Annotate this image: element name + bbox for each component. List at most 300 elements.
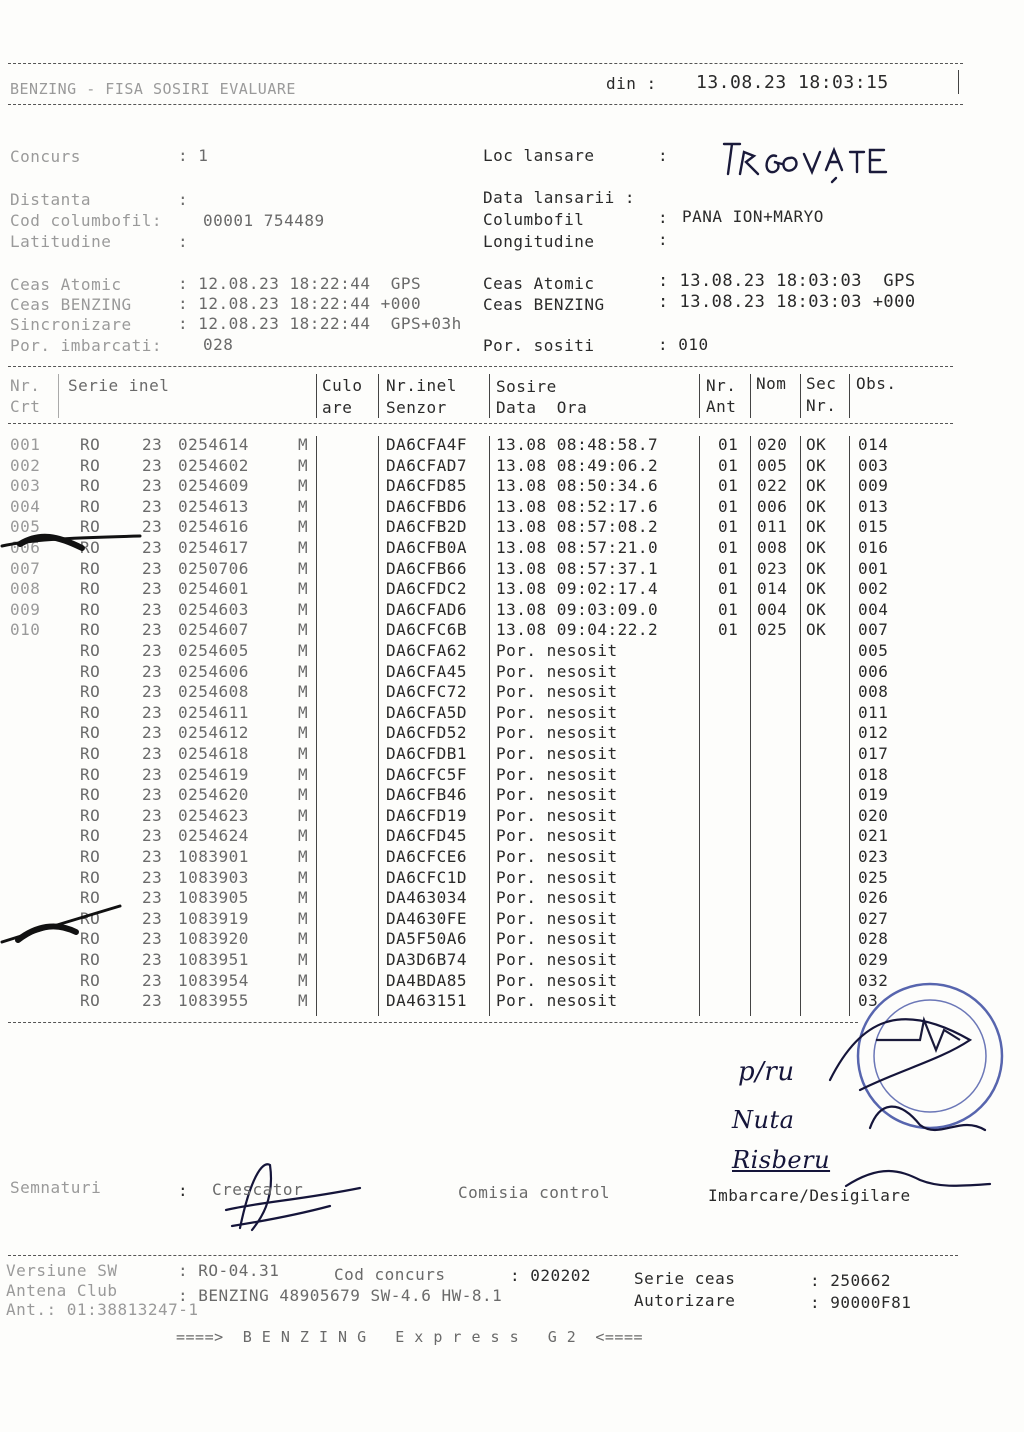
cell-senzor: DA6CFA45 [386, 661, 468, 681]
ceas-atomic-value: : 12.08.23 18:22:44 GPS [178, 274, 422, 293]
cell-inel: 0254620 [178, 785, 249, 805]
antena-club-label: Antena Club [6, 1281, 118, 1300]
cell-tara: RO [80, 970, 101, 990]
cell-inel: 1083901 [178, 847, 249, 866]
cell-sosire: Por. nesosit [496, 991, 618, 1011]
cell-sosire: Por. nesosit [496, 929, 618, 949]
cell-inel: 0254618 [178, 744, 249, 763]
cell-obs: 016 [858, 538, 889, 557]
autorizare-value: : 90000F81 [810, 1293, 912, 1312]
cell-an: 23 [142, 517, 163, 537]
cell-ant: 01 [718, 496, 739, 516]
cell-sosire: 13.08 09:03:09.0 [496, 599, 659, 619]
cell-ant: 01 [718, 579, 739, 599]
cell-obs: 023 [858, 847, 889, 866]
cell-senzor: DA6CFAD7 [386, 455, 468, 475]
cell-obs: 014 [858, 435, 889, 454]
cell-tara: RO [80, 517, 101, 537]
cell-tara: RO [80, 538, 101, 557]
cell-an: 23 [142, 970, 163, 990]
cell-inel: 0254623 [178, 805, 249, 825]
concurs-value: : 1 [178, 146, 209, 165]
r-ceas-benzing-value: : 13.08.23 18:03:03 +000 [658, 292, 916, 312]
cell-an: 23 [142, 455, 163, 475]
por-imbarcati-value: 028 [203, 335, 234, 354]
data-lansarii-label: Data lansarii : [483, 188, 635, 207]
cell-nom: 011 [757, 517, 788, 537]
cell-senzor: DA4630FE [386, 908, 468, 928]
comisia-control-label: Comisia control [458, 1183, 610, 1202]
cell-sosire: Por. nesosit [496, 826, 618, 846]
cell-inel: 0254612 [178, 723, 249, 743]
pen-mark-1 [2, 536, 140, 548]
col-header-serie-inel: Serie inel [68, 376, 170, 395]
handwritten-nuta: Nuta [732, 1106, 795, 1134]
r-ceas-atomic-value: : 13.08.23 18:03:03 GPS [658, 271, 916, 291]
sincronizare-value: : 12.08.23 18:22:44 GPS+03h [178, 314, 462, 333]
cell-an: 23 [142, 888, 163, 908]
cell-senzor: DA6CFB66 [386, 558, 468, 578]
cell-sosire: 13.08 08:57:21.0 [496, 538, 659, 557]
cell-tara: RO [80, 888, 101, 908]
col-header-nr-ant: Nr. [706, 376, 737, 395]
col-header-nr: Nr. [10, 376, 41, 395]
cell-sosire: 13.08 08:48:58.7 [496, 435, 659, 454]
cell-inel: 0254608 [178, 682, 249, 702]
cell-sosire: Por. nesosit [496, 867, 618, 887]
cell-obs: 007 [858, 620, 889, 640]
report-title: BENZING - FISA SOSIRI EVALUARE [10, 80, 296, 98]
cell-senzor: DA6CFBD6 [386, 496, 468, 516]
cell-obs: 017 [858, 744, 889, 763]
cell-an: 23 [142, 435, 163, 454]
cell-obs: 029 [858, 950, 889, 969]
cell-inel: 0254607 [178, 620, 249, 640]
cell-obs: 027 [858, 908, 889, 928]
cell-inel: 0254614 [178, 435, 249, 454]
imbarcare-desigilare-label: Imbarcare/Desigilare [708, 1186, 911, 1205]
cell-an: 23 [142, 744, 163, 763]
cell-sex: M [298, 888, 309, 908]
cell-an: 23 [142, 702, 163, 722]
ceas-benzing-value: : 12.08.23 18:22:44 +000 [178, 294, 422, 313]
col-header-nom: Nom [756, 374, 787, 393]
cell-ant: 01 [718, 620, 739, 640]
cell-obs: 018 [858, 764, 889, 784]
autorizare-label: Autorizare [634, 1291, 736, 1310]
cell-inel: 0254619 [178, 764, 249, 784]
cell-sosire: Por. nesosit [496, 785, 618, 805]
report-datetime: 13.08.23 18:03:15 [696, 72, 889, 93]
cell-sosire: 13.08 08:52:17.6 [496, 496, 659, 516]
cell-inel: 0254605 [178, 641, 249, 660]
cell-sosire: Por. nesosit [496, 764, 618, 784]
cell-tara: RO [80, 764, 101, 784]
cell-sec: OK [806, 538, 827, 557]
cell-sex: M [298, 682, 309, 702]
cell-obs: 020 [858, 805, 889, 825]
cell-inel: 0254606 [178, 661, 249, 681]
cell-tara: RO [80, 805, 101, 825]
distanta-value: : [178, 190, 189, 209]
cell-tara: RO [80, 785, 101, 805]
cell-sec: OK [806, 620, 827, 640]
cell-tara: RO [80, 661, 101, 681]
cell-n: 008 [10, 579, 41, 599]
cell-senzor: DA6CFB2D [386, 517, 468, 537]
cell-sex: M [298, 805, 309, 825]
cell-an: 23 [142, 723, 163, 743]
cell-nom: 006 [757, 496, 788, 516]
cell-senzor: DA6CFB0A [386, 538, 468, 557]
cell-an: 23 [142, 867, 163, 887]
cell-sex: M [298, 744, 309, 763]
cell-an: 23 [142, 641, 163, 660]
cell-obs: 005 [858, 641, 889, 660]
official-stamp [858, 984, 1002, 1128]
ceas-atomic-label: Ceas Atomic [10, 275, 122, 294]
cell-sec: OK [806, 558, 827, 578]
semnaturi-colon: : [178, 1181, 189, 1200]
cell-ant: 01 [718, 435, 739, 454]
cell-an: 23 [142, 558, 163, 578]
cell-tara: RO [80, 867, 101, 887]
versiune-sw-value: : RO-04.31 [178, 1261, 280, 1280]
cell-inel: 1083954 [178, 970, 249, 990]
cell-tara: RO [80, 826, 101, 846]
cell-senzor: DA6CFA5D [386, 702, 468, 722]
loc-lansare-colon: : [658, 146, 669, 165]
cell-obs: 03 [858, 991, 879, 1011]
antena-club-value: : BENZING 48905679 SW-4.6 HW-8.1 [178, 1286, 503, 1305]
columbofil-value: PANA ION+MARYO [682, 207, 824, 226]
cell-sex: M [298, 641, 309, 660]
cell-sex: M [298, 929, 309, 949]
cell-sosire: Por. nesosit [496, 744, 618, 763]
cell-tara: RO [80, 744, 101, 763]
loc-lansare-label: Loc lansare [483, 146, 595, 165]
cell-an: 23 [142, 908, 163, 928]
cell-senzor: DA6CFC72 [386, 682, 468, 702]
cell-inel: 0254617 [178, 538, 249, 557]
cell-sex: M [298, 517, 309, 537]
cell-sex: M [298, 620, 309, 640]
cell-sex: M [298, 764, 309, 784]
serie-ceas-label: Serie ceas [634, 1269, 736, 1288]
r-ceas-atomic-label: Ceas Atomic [483, 274, 595, 293]
cell-tara: RO [80, 950, 101, 969]
cell-sex: M [298, 785, 309, 805]
cell-senzor: DA463034 [386, 888, 468, 908]
cod-concurs-value: : 020202 [510, 1266, 592, 1285]
cell-obs: 021 [858, 826, 889, 846]
cell-senzor: DA6CFB46 [386, 785, 468, 805]
crescator-label: Crescator [212, 1180, 304, 1199]
cell-tara: RO [80, 558, 101, 578]
cell-inel: 0254602 [178, 455, 249, 475]
cell-tara: RO [80, 847, 101, 866]
cell-sex: M [298, 579, 309, 599]
col-header-are: are [322, 398, 353, 417]
cell-inel: 1083903 [178, 867, 249, 887]
cell-obs: 015 [858, 517, 889, 537]
cell-ant: 01 [718, 455, 739, 475]
cell-tara: RO [80, 908, 101, 928]
cell-obs: 006 [858, 661, 889, 681]
cell-obs: 028 [858, 929, 889, 949]
cell-an: 23 [142, 496, 163, 516]
cell-obs: 003 [858, 455, 889, 475]
cell-senzor: DA6CFD45 [386, 826, 468, 846]
cod-columbofil-label: Cod columbofil: [10, 211, 162, 230]
cell-inel: 0254624 [178, 826, 249, 846]
cell-sex: M [298, 455, 309, 475]
cell-sosire: Por. nesosit [496, 723, 618, 743]
cell-tara: RO [80, 435, 101, 454]
cell-an: 23 [142, 661, 163, 681]
cell-obs: 001 [858, 558, 889, 578]
cell-obs: 002 [858, 579, 889, 599]
cell-senzor: DA3D6B74 [386, 950, 468, 969]
ceas-benzing-label: Ceas BENZING [10, 295, 132, 314]
cell-an: 23 [142, 599, 163, 619]
cell-n: 004 [10, 496, 41, 516]
cell-tara: RO [80, 496, 101, 516]
cell-an: 23 [142, 476, 163, 496]
cell-nom: 008 [757, 538, 788, 557]
cell-an: 23 [142, 538, 163, 557]
cell-senzor: DA6CFA62 [386, 641, 468, 660]
cell-sec: OK [806, 435, 827, 454]
cell-senzor: DA6CFA4F [386, 435, 468, 454]
handwritten-pentru: p/ru [738, 1057, 795, 1087]
cell-n: 007 [10, 558, 41, 578]
sincronizare-label: Sincronizare [10, 315, 132, 334]
cell-senzor: DA6CFCE6 [386, 847, 468, 866]
por-sositi-label: Por. sositi [483, 336, 595, 355]
cell-an: 23 [142, 579, 163, 599]
antenna-id: Ant.: 01:38813247-1 [6, 1300, 199, 1319]
cell-sosire: Por. nesosit [496, 702, 618, 722]
cell-sex: M [298, 723, 309, 743]
cell-sosire: 13.08 08:50:34.6 [496, 476, 659, 496]
cell-obs: 009 [858, 476, 889, 496]
cell-an: 23 [142, 764, 163, 784]
cell-sosire: 13.08 08:57:37.1 [496, 558, 659, 578]
cell-sex: M [298, 476, 309, 496]
cell-n: 010 [10, 620, 41, 640]
semnaturi-label: Semnaturi [10, 1178, 102, 1197]
col-header-sec: Sec [806, 374, 837, 393]
cell-senzor: DA5F50A6 [386, 929, 468, 949]
cell-nom: 014 [757, 579, 788, 599]
col-header-culo: Culo [322, 376, 363, 395]
cell-sex: M [298, 599, 309, 619]
col-header-crt: Crt [10, 397, 41, 416]
cell-sec: OK [806, 599, 827, 619]
cell-tara: RO [80, 723, 101, 743]
cell-n: 001 [10, 435, 41, 454]
versiune-sw-label: Versiune SW [6, 1261, 118, 1280]
cell-sosire: Por. nesosit [496, 641, 618, 660]
cell-inel: 0254609 [178, 476, 249, 496]
cell-sex: M [298, 950, 309, 969]
cod-concurs-label: Cod concurs [334, 1265, 446, 1284]
cell-an: 23 [142, 929, 163, 949]
r-ceas-benzing-label: Ceas BENZING [483, 295, 605, 314]
por-sositi-value: : 010 [658, 335, 709, 354]
cell-senzor: DA6CFAD6 [386, 599, 468, 619]
cell-n: 002 [10, 455, 41, 475]
cell-sosire: Por. nesosit [496, 661, 618, 681]
cell-obs: 011 [858, 702, 889, 722]
cell-sex: M [298, 867, 309, 887]
cell-ant: 01 [718, 517, 739, 537]
pen-mark-2 [2, 906, 120, 942]
cell-nom: 005 [757, 455, 788, 475]
cell-sosire: 13.08 09:04:22.2 [496, 620, 659, 640]
cell-senzor: DA463151 [386, 991, 468, 1011]
cell-nom: 025 [757, 620, 788, 640]
cell-sex: M [298, 538, 309, 557]
cell-obs: 019 [858, 785, 889, 805]
concurs-label: Concurs [10, 147, 81, 166]
cell-senzor: DA6CFDC2 [386, 579, 468, 599]
cell-tara: RO [80, 620, 101, 640]
cell-an: 23 [142, 805, 163, 825]
cell-tara: RO [80, 702, 101, 722]
cell-inel: 0254613 [178, 496, 249, 516]
cell-ant: 01 [718, 538, 739, 557]
longitudine-colon: : [658, 230, 669, 249]
cell-sosire: Por. nesosit [496, 970, 618, 990]
cell-sosire: Por. nesosit [496, 847, 618, 866]
cell-inel: 0254603 [178, 599, 249, 619]
cell-sex: M [298, 826, 309, 846]
cell-obs: 004 [858, 599, 889, 619]
cell-ant: 01 [718, 476, 739, 496]
cell-senzor: DA6CFC1D [386, 867, 468, 887]
cell-ant: 01 [718, 558, 739, 578]
col-header-sec-nr: Nr. [806, 396, 837, 415]
cell-an: 23 [142, 682, 163, 702]
cell-an: 23 [142, 950, 163, 969]
cell-n: 006 [10, 538, 41, 557]
serie-ceas-value: : 250662 [810, 1271, 892, 1290]
cell-senzor: DA6CFDB1 [386, 744, 468, 763]
cell-ant: 01 [718, 599, 739, 619]
cell-sex: M [298, 435, 309, 454]
cell-sec: OK [806, 455, 827, 475]
cell-tara: RO [80, 579, 101, 599]
cell-senzor: DA4BDA85 [386, 970, 468, 990]
cell-sosire: 13.08 09:02:17.4 [496, 579, 659, 599]
cell-senzor: DA6CFC6B [386, 620, 468, 640]
handwritten-risberu: Risberu [732, 1146, 831, 1174]
cell-inel: 1083905 [178, 888, 249, 908]
cell-tara: RO [80, 455, 101, 475]
cell-n: 003 [10, 476, 41, 496]
cell-obs: 012 [858, 723, 889, 743]
cell-sec: OK [806, 579, 827, 599]
cell-tara: RO [80, 682, 101, 702]
cell-senzor: DA6CFD85 [386, 476, 468, 496]
cell-sosire: Por. nesosit [496, 950, 618, 969]
col-header-senzor: Senzor [386, 398, 447, 417]
cell-senzor: DA6CFD19 [386, 805, 468, 825]
cell-an: 23 [142, 826, 163, 846]
cell-an: 23 [142, 847, 163, 866]
cell-inel: 1083955 [178, 991, 249, 1011]
cell-inel: 1083951 [178, 950, 249, 969]
din-label: din : [606, 74, 657, 93]
columbofil-label: Columbofil [483, 210, 585, 229]
cell-sosire: Por. nesosit [496, 908, 618, 928]
col-header-sosire: Sosire [496, 377, 557, 396]
cell-sosire: Por. nesosit [496, 805, 618, 825]
cell-senzor: DA6CFD52 [386, 723, 468, 743]
columbofil-colon: : [658, 208, 669, 227]
por-imbarcati-label: Por. imbarcati: [10, 336, 162, 355]
cell-inel: 1083919 [178, 908, 249, 928]
cell-sex: M [298, 661, 309, 681]
longitudine-label: Longitudine [483, 232, 595, 251]
cell-sex: M [298, 970, 309, 990]
cell-sex: M [298, 702, 309, 722]
cell-sec: OK [806, 476, 827, 496]
cell-inel: 0250706 [178, 558, 249, 578]
cell-obs: 013 [858, 496, 889, 516]
cell-senzor: DA6CFC5F [386, 764, 468, 784]
col-header-nr-inel: Nr.inel [386, 376, 457, 395]
cell-sec: OK [806, 496, 827, 516]
cell-sex: M [298, 558, 309, 578]
cell-nom: 004 [757, 599, 788, 619]
latitudine-label: Latitudine [10, 232, 112, 251]
cell-an: 23 [142, 991, 163, 1011]
cell-sec: OK [806, 517, 827, 537]
cell-an: 23 [142, 785, 163, 805]
cell-sex: M [298, 847, 309, 866]
cell-sex: M [298, 991, 309, 1011]
brand-banner: ====> B E N Z I N G E x p r e s s G 2 <==== [176, 1328, 644, 1346]
cell-inel: 0254616 [178, 517, 249, 537]
col-header-ant: Ant [706, 397, 737, 416]
cod-columbofil-value: 00001 754489 [203, 211, 325, 230]
col-header-data-ora: Data Ora [496, 398, 588, 417]
cell-n: 005 [10, 517, 41, 537]
cell-tara: RO [80, 641, 101, 660]
distanta-label: Distanta [10, 190, 92, 209]
cell-obs: 008 [858, 682, 889, 702]
cell-tara: RO [80, 991, 101, 1011]
cell-inel: 0254611 [178, 702, 249, 722]
cell-tara: RO [80, 599, 101, 619]
cell-sex: M [298, 908, 309, 928]
cell-inel: 1083920 [178, 929, 249, 949]
cell-nom: 022 [757, 476, 788, 496]
cell-tara: RO [80, 476, 101, 496]
cell-obs: 032 [858, 970, 889, 990]
cell-inel: 0254601 [178, 579, 249, 599]
cell-sosire: 13.08 08:57:08.2 [496, 517, 659, 537]
cell-an: 23 [142, 620, 163, 640]
cell-sosire: Por. nesosit [496, 682, 618, 702]
cell-n: 009 [10, 599, 41, 619]
cell-nom: 023 [757, 558, 788, 578]
latitudine-value: : [178, 232, 189, 251]
cell-obs: 025 [858, 867, 889, 887]
